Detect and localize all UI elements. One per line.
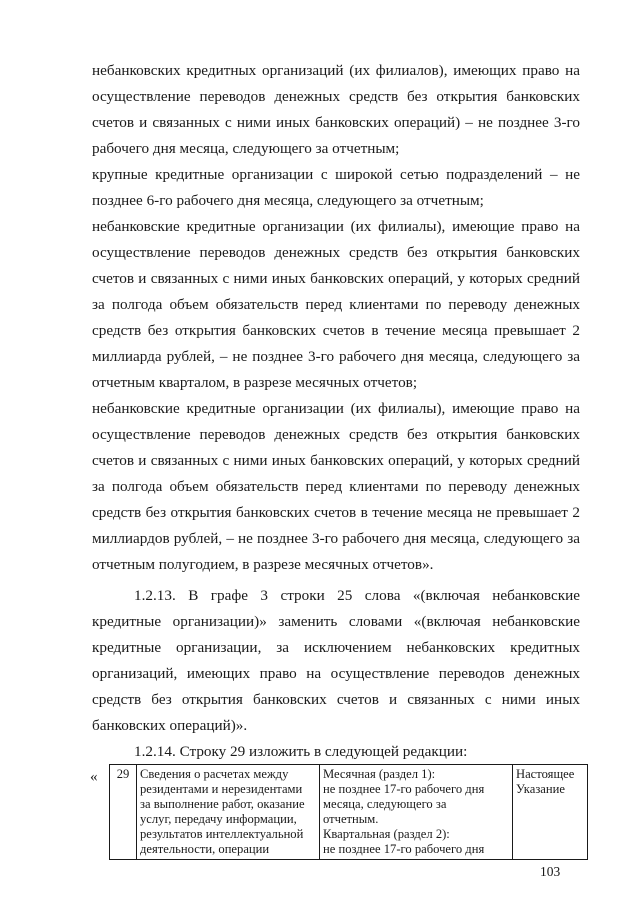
- row-period-line: Месячная (раздел 1):: [323, 767, 436, 781]
- opening-quote-mark: «: [90, 768, 98, 785]
- paragraph-block-2: [92, 583, 580, 739]
- row-number-cell: 29: [110, 765, 137, 860]
- row-period-line: месяца, следующего за: [323, 797, 447, 811]
- row-basis-line: Настоящее: [516, 767, 575, 781]
- page-number: 103: [540, 864, 561, 879]
- row-period-line: отчетным.: [323, 812, 379, 826]
- paragraph-1-2-13: 1.2.13. В графе 3 строки 25 слова «(включая небанковские кредитные организации)» заменить словами «(включая небанковские кредитные организации, за исключением небанковских кредитных организаций, имеющих право на осуществление переводов денежных средств без открытия банковских счетов и связанных с ними иных банковских операций)».: [92, 587, 580, 734]
- row-name-cell: [137, 765, 320, 860]
- row-name-line: результатов интеллектуальной: [140, 827, 304, 841]
- row-name-line: за выполнение работ, оказание: [140, 797, 305, 811]
- paragraph-nbco-below-2bn: небанковские кредитные организации (их филиалы), имеющие право на осуществление переводов денежных средств без открытия банковских счетов и связанных с ними иных банковских операций, у которых средний за полгода объем обязательств перед клиентами по переводу денежных средств без открытия банковских счетов в течение месяца не превышает 2 миллиардов рублей, – не позднее 3-го рабочего дня месяца, следующего за отчетным полугодием, в разрезе месячных отчетов».: [92, 400, 580, 573]
- row-name-line: резидентами и нерезидентами: [140, 782, 303, 796]
- paragraph-nbco-list-end: небанковских кредитных организаций (их филиалов), имеющих право на осуществление переводов денежных средств без открытия банковских счетов и связанных с ними иных банковских операций) – не позднее 3-го рабочего дня месяца, следующего за отчетным;: [92, 62, 580, 157]
- row-name-line: деятельности, операции: [140, 842, 270, 856]
- paragraph-block-1: [92, 58, 580, 578]
- row-period-cell: [320, 765, 513, 860]
- row-basis-line: Указание: [516, 782, 565, 796]
- table-row: [110, 765, 588, 860]
- row-basis-cell: [513, 765, 588, 860]
- paragraph-nbco-above-2bn: небанковские кредитные организации (их филиалы), имеющие право на осуществление переводов денежных средств без открытия банковских счетов и связанных с ними иных банковских операций, у которых средний за полгода объем обязательств перед клиентами по переводу денежных средств без открытия банковских счетов в течение месяца превышает 2 миллиарда рублей, – не позднее 3-го рабочего дня месяца, следующего за отчетным кварталом, в разрезе месячных отчетов;: [92, 218, 580, 391]
- row-name-line: Сведения о расчетах между: [140, 767, 289, 781]
- row-period-line: не позднее 17-го рабочего дня: [323, 782, 485, 796]
- row-period-line: не позднее 17-го рабочего дня: [323, 842, 485, 856]
- row-name-line: услуг, передачу информации,: [140, 812, 297, 826]
- paragraph-large-banks: крупные кредитные организации с широкой сетью подразделений – не позднее 6-го рабочего дня месяца, следующего за отчетным;: [92, 166, 580, 209]
- row-period-line: Квартальная (раздел 2):: [323, 827, 450, 841]
- amendment-intro: 1.2.14. Строку 29 изложить в следующей редакции:: [134, 743, 468, 760]
- amendment-table: [109, 764, 588, 860]
